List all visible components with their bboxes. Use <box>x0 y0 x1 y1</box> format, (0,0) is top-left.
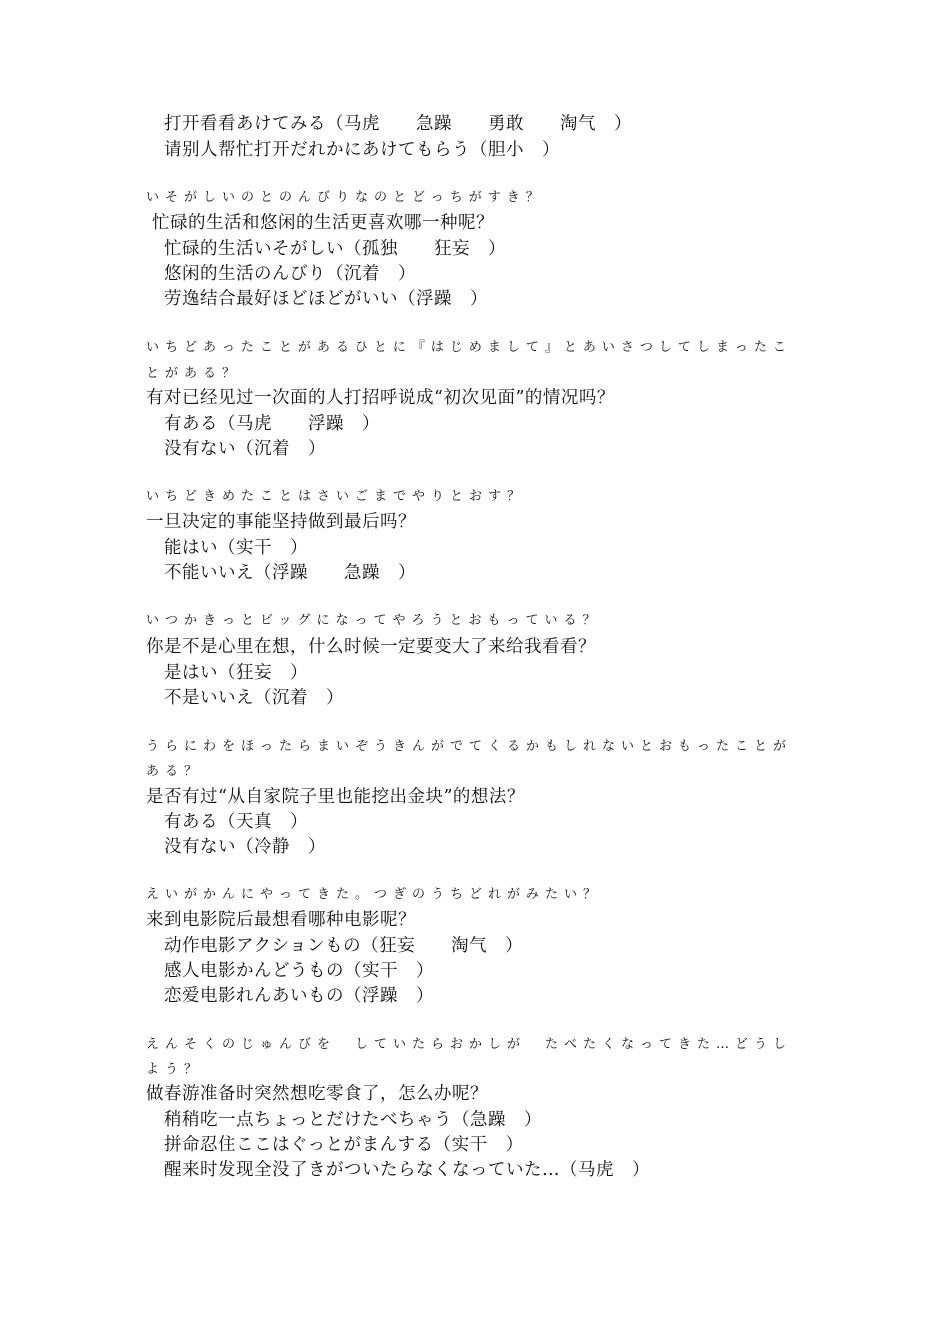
option-line: 有ある（天真 ） <box>164 812 308 832</box>
question-text: 忙碌的生活和悠闲的生活更喜欢哪一种呢？ <box>152 213 494 233</box>
question-text: 有对已经见过一次面的人打招呼说成“初次见面”的情况吗？ <box>146 388 615 408</box>
option-line: 是はい（狂妄 ） <box>164 663 308 683</box>
option-line: 请别人帮忙打开だれかにあけてもらう（胆小 ） <box>164 140 560 160</box>
option-line: 拼命忍住ここはぐっとがまんする（实干 ） <box>164 1135 524 1155</box>
option-line: 醒来时发现全没了きがついたらなくなっていた…（马虎 ） <box>164 1160 650 1180</box>
option-line: 不能いいえ（浮躁 急躁 ） <box>164 563 416 583</box>
question-kana: よう？ <box>146 1062 204 1077</box>
option-line: 悠闲的生活のんびり（沉着 ） <box>164 264 416 284</box>
option-line: 不是いいえ（沉着 ） <box>164 688 344 708</box>
question-kana: ある？ <box>146 764 204 779</box>
option-line: 感人电影かんどうもの（实干 ） <box>164 961 434 981</box>
question-text: 一旦决定的事能坚持做到最后吗？ <box>146 512 416 532</box>
question-kana: いそがしいのとのんびりなのとどっちがすき？ <box>146 190 545 205</box>
question-text: 做春游准备时突然想吃零食了，怎么办呢？ <box>146 1084 488 1104</box>
question-text: 是否有过“从自家院子里也能挖出金块”的想法？ <box>146 787 525 807</box>
question-kana: いつかきっとビッグになってやろうとおもっている？ <box>146 613 602 628</box>
question-kana: えいがかんにやってきた。つぎのうちどれがみたい？ <box>146 887 603 902</box>
option-line: 忙碌的生活いそがしい（孤独 狂妄 ） <box>164 239 506 259</box>
option-line: 恋爱电影れんあいもの（浮躁 ） <box>164 986 434 1006</box>
option-line: 没有ない（沉着 ） <box>164 439 326 459</box>
option-line: 稍稍吃一点ちょっとだけたべちゃう（急躁 ） <box>164 1110 542 1130</box>
question-kana: えんそくのじゅんびを していたらおかしが たべたくなってきた…どうし <box>146 1037 793 1052</box>
option-line: 劳逸结合最好ほどほどがいい（浮躁 ） <box>164 289 488 309</box>
question-text: 你是不是心里在想，什么时候一定要变大了来给我看看？ <box>146 637 596 657</box>
option-line: 动作电影アクションもの（狂妄 淘气 ） <box>164 936 524 956</box>
option-line: 没有ない（冷静 ） <box>164 837 326 857</box>
question-kana: うらにわをほったらまいぞうきんがでてくるかもしれないとおもったことが <box>146 739 793 754</box>
question-text: 来到电影院后最想看哪种电影呢？ <box>146 910 416 930</box>
option-line: 能はい（实干 ） <box>164 538 308 558</box>
option-line: 有ある（马虎 浮躁 ） <box>164 414 380 434</box>
question-kana: いちどきめたことはさいごまでやりとおす？ <box>146 489 527 504</box>
question-kana: いちどあったことがあるひとに『はじめまして』とあいさつしてしまったこ <box>146 340 792 355</box>
question-kana: とがある？ <box>146 366 242 381</box>
option-line: 打开看看あけてみる（马虎 急躁 勇敢 淘气 ） <box>164 114 632 134</box>
